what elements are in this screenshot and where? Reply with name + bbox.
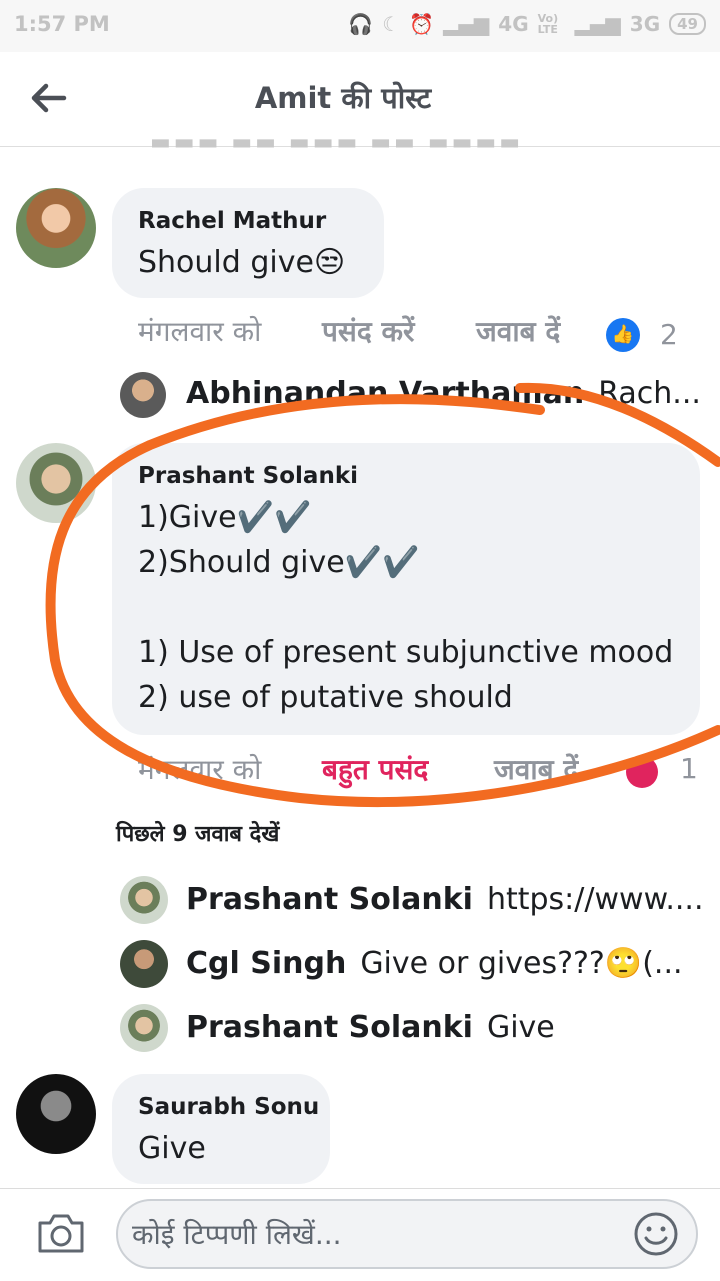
status-time: 1:57 PM — [14, 12, 110, 36]
headset-icon: 🎧 — [348, 12, 374, 36]
battery-icon: 49 — [669, 13, 706, 35]
reply-text: Rach... — [598, 376, 701, 411]
comment-line-4: 1) Use of present subjunctive mood — [138, 635, 674, 670]
comment-author[interactable]: Rachel Mathur — [138, 208, 327, 234]
reply-text: https://www.... — [486, 882, 704, 917]
signal-icon: ▂▄▆ — [443, 12, 490, 36]
network-4g: 4G — [498, 12, 529, 36]
comment-text: Give — [138, 1131, 206, 1166]
view-previous-replies-link[interactable]: पिछले 9 जवाब देखें — [116, 822, 280, 847]
comment-time: मंगलवार को — [138, 753, 262, 786]
reply-author[interactable]: Cgl Singh — [186, 946, 347, 981]
page-title: Amit की पोस्ट — [254, 81, 432, 115]
reaction-count[interactable]: 2 — [660, 318, 678, 351]
comment-input[interactable] — [116, 1199, 698, 1269]
reply-text: Give — [486, 1010, 555, 1045]
reply-author[interactable]: Prashant Solanki — [186, 1010, 473, 1045]
reply-author[interactable]: Abhinandan Varthaman — [186, 376, 585, 411]
camera-icon[interactable] — [36, 1211, 86, 1255]
comment-line-5: 2) use of putative should — [138, 680, 513, 715]
signal-icon-2: ▂▄▆ — [574, 12, 621, 36]
comment-composer — [0, 1188, 720, 1281]
like-button[interactable]: पसंद करें — [322, 315, 415, 348]
reaction-count[interactable]: 1 — [680, 752, 698, 785]
love-button[interactable]: बहुत पसंद — [322, 753, 429, 786]
network-3g: 3G — [629, 12, 661, 36]
comment-author[interactable]: Saurabh Sonu — [138, 1094, 320, 1120]
reply-text: Give or gives???🙄(... — [360, 946, 683, 981]
moon-icon: ☾ — [382, 12, 401, 36]
reply-button[interactable]: जवाब दें — [476, 315, 561, 348]
alarm-icon: ⏰ — [409, 12, 435, 36]
like-reaction-icon[interactable]: 👍 — [606, 318, 640, 352]
comment-line-2: 2)Should give✔️✔️ — [138, 545, 420, 580]
previous-comment-cutoff: ▬▬▬ ▬▬ ▬▬▬ ▬▬ ▬▬▬▬ — [150, 130, 523, 155]
emoji-icon[interactable] — [632, 1210, 680, 1258]
comment-time: मंगलवार को — [138, 315, 262, 348]
comment-text: Should give😒 — [138, 245, 346, 280]
comment-author[interactable]: Prashant Solanki — [138, 463, 359, 489]
volte-label: Vo) LTE — [537, 12, 559, 36]
reply-author[interactable]: Prashant Solanki — [186, 882, 473, 917]
comment-line-1: 1)Give✔️✔️ — [138, 500, 312, 535]
reply-button[interactable]: जवाब दें — [494, 753, 579, 786]
